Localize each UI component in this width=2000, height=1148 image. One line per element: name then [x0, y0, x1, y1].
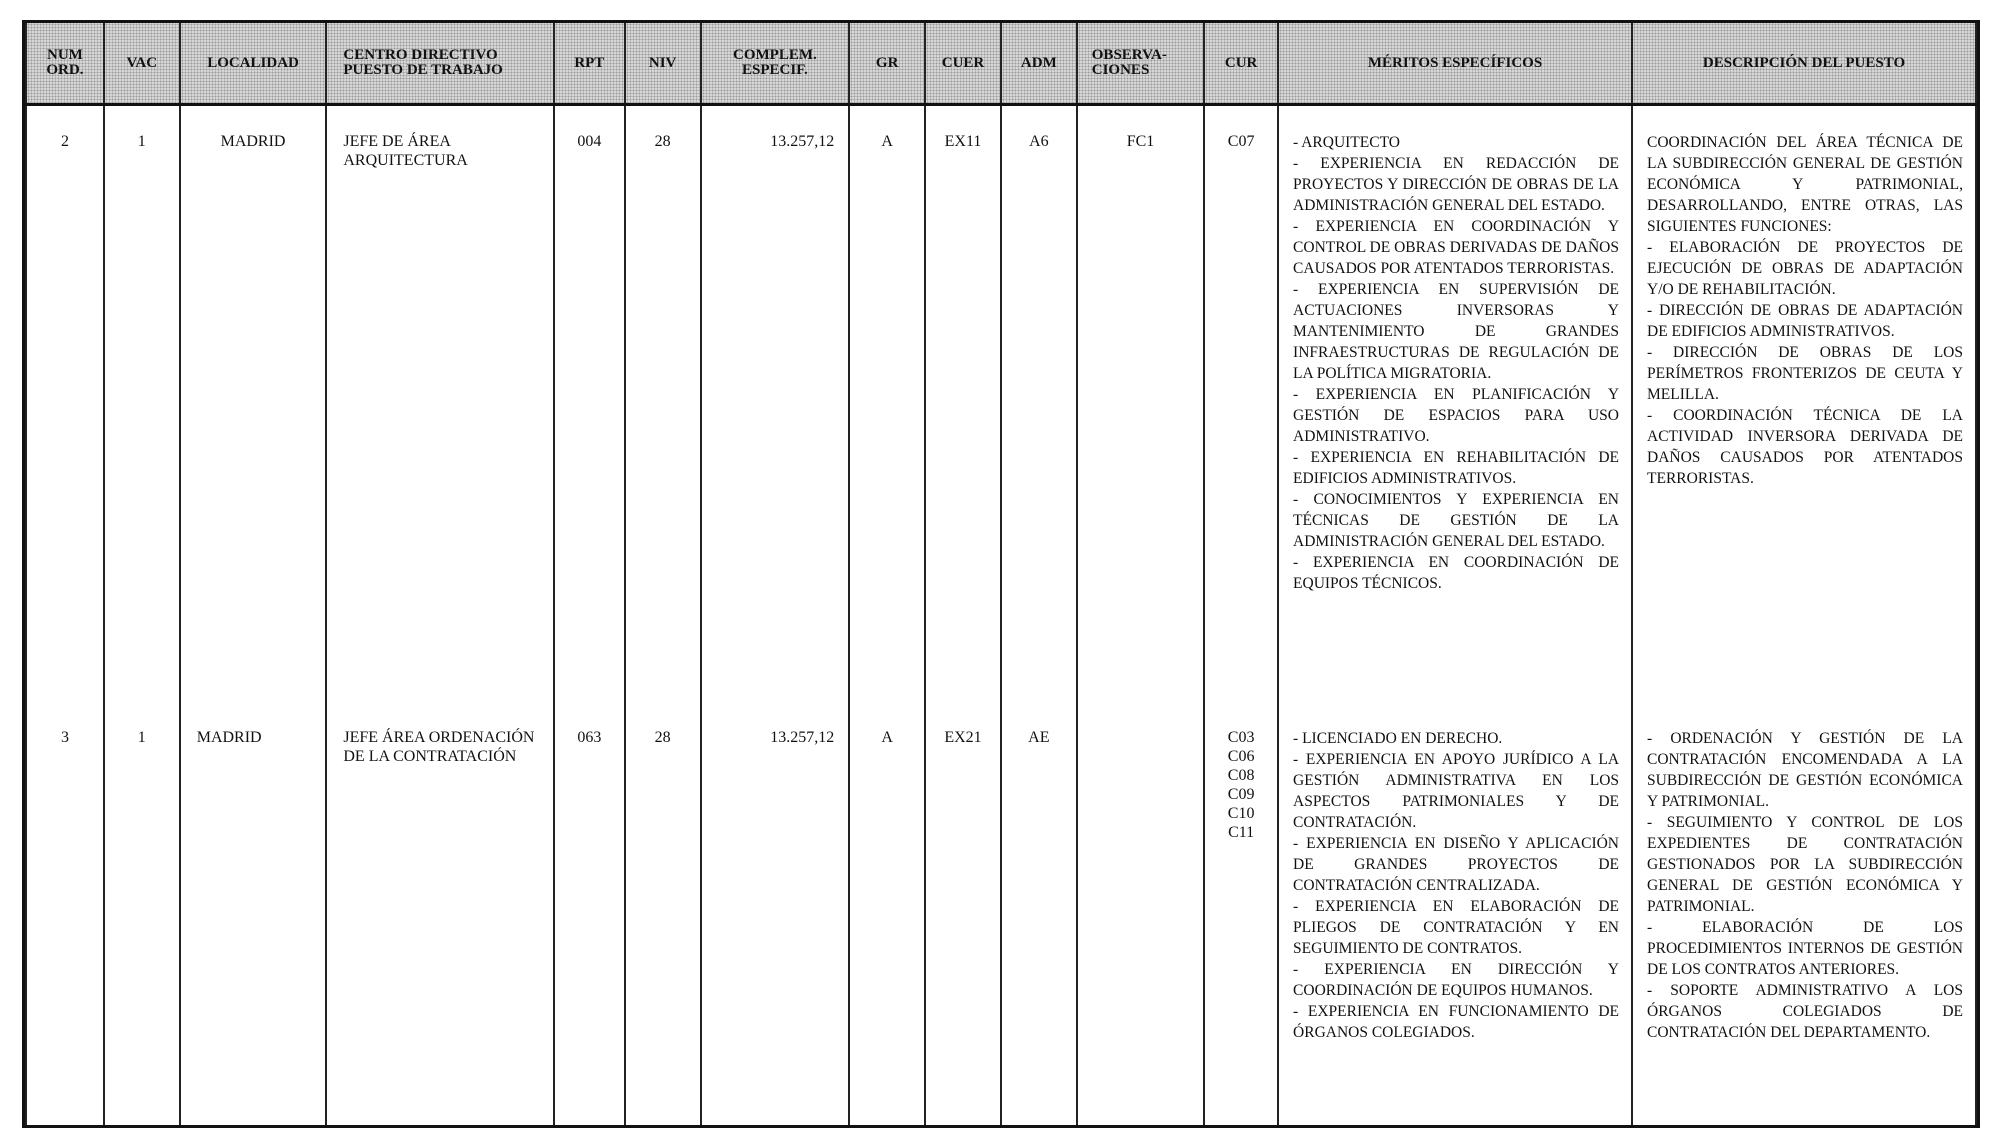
merito-item: - EXPERIENCIA EN COORDINACIÓN Y CONTROL DE OBRAS DERIVADAS DE DAÑOS CAUSADOS POR ATENTADOS TERRORISTAS.	[1293, 218, 1620, 277]
header-meritos: MÉRITOS ESPECÍFICOS	[1278, 23, 1632, 105]
merito-item: - EXPERIENCIA EN DIRECCIÓN Y COORDINACIÓN DE EQUIPOS HUMANOS.	[1293, 961, 1620, 999]
cell-adm: AE	[1001, 722, 1077, 1125]
cell-meritos	[1278, 722, 1632, 1125]
merito-item: - EXPERIENCIA EN APOYO JURÍDICO A LA GESTIÓN ADMINISTRATIVA EN LOS ASPECTOS PATRIMONIALES Y DE CONTRATACIÓN.	[1293, 751, 1620, 831]
cell-cur	[1204, 126, 1278, 722]
cell-localidad: MADRID	[180, 722, 327, 1125]
table-row	[26, 722, 1976, 1125]
cell-rpt: 063	[554, 722, 625, 1125]
header-adm: ADM	[1001, 23, 1077, 105]
header-complem-especif: COMPLEM. ESPECIF.	[701, 23, 850, 105]
cell-cuer: EX11	[925, 126, 1001, 722]
descripcion-item: - ELABORACIÓN DE LOS PROCEDIMIENTOS INTERNOS DE GESTIÓN DE LOS CONTRATOS ANTERIORES.	[1647, 919, 1963, 978]
cell-cur	[1204, 722, 1278, 1125]
header-vac: VAC	[104, 23, 180, 105]
cell-vac: 1	[104, 126, 180, 722]
header-num-ord: NUM ORD.	[26, 23, 104, 105]
cur-code: C06	[1227, 748, 1255, 765]
table-row	[26, 126, 1976, 722]
cell-num-ord: 3	[26, 722, 104, 1125]
cur-code: C08	[1227, 767, 1255, 784]
cell-observaciones: FC1	[1077, 126, 1204, 722]
cell-descripcion	[1632, 126, 1976, 722]
cur-code: C07	[1227, 133, 1255, 150]
merito-item: - EXPERIENCIA EN FUNCIONAMIENTO DE ÓRGANOS COLEGIADOS.	[1293, 1003, 1620, 1041]
descripcion-item: - ELABORACIÓN DE PROYECTOS DE EJECUCIÓN DE OBRAS DE ADAPTACIÓN Y/O DE REHABILITACIÓN.	[1647, 239, 1963, 298]
cell-num-ord: 2	[26, 126, 104, 722]
cell-rpt: 004	[554, 126, 625, 722]
header-cur: CUR	[1204, 23, 1278, 105]
header-localidad: LOCALIDAD	[180, 23, 327, 105]
header-gr: GR	[849, 23, 925, 105]
merito-item: - LICENCIADO EN DERECHO.	[1293, 730, 1503, 747]
descripcion-item: COORDINACIÓN DEL ÁREA TÉCNICA DE LA SUBDIRECCIÓN GENERAL DE GESTIÓN ECONÓMICA Y PATRIMONIAL, DESARROLLANDO, ENTRE OTRAS, LAS SIGUIENTES FUNCIONES:	[1647, 134, 1963, 235]
header-centro-directivo: CENTRO DIRECTIVO PUESTO DE TRABAJO	[326, 23, 554, 105]
descripcion-item: - DIRECCIÓN DE OBRAS DE LOS PERÍMETROS FRONTERIZOS DE CEUTA Y MELILLA.	[1647, 344, 1963, 403]
header-cuer: CUER	[925, 23, 1001, 105]
descripcion-item: - SEGUIMIENTO Y CONTROL DE LOS EXPEDIENTES DE CONTRATACIÓN GESTIONADOS POR LA SUBDIRECCIÓN GENERAL DE GESTIÓN ECONÓMICA Y PATRIMONIAL.	[1647, 814, 1963, 915]
job-positions-table	[25, 23, 1977, 1125]
cell-gr: A	[849, 722, 925, 1125]
cur-code: C10	[1227, 805, 1255, 822]
merito-item: - EXPERIENCIA EN DISEÑO Y APLICACIÓN DE GRANDES PROYECTOS DE CONTRATACIÓN CENTRALIZADA.	[1293, 835, 1620, 894]
cell-niv: 28	[625, 722, 701, 1125]
merito-item: - EXPERIENCIA EN COORDINACIÓN DE EQUIPOS TÉCNICOS.	[1293, 554, 1620, 592]
cell-centro-directivo: JEFE DE ÁREA ARQUITECTURA	[326, 126, 554, 722]
merito-item: - EXPERIENCIA EN ELABORACIÓN DE PLIEGOS DE CONTRATACIÓN Y EN SEGUIMIENTO DE CONTRATOS.	[1293, 898, 1620, 957]
header-row	[26, 23, 1976, 105]
cell-niv: 28	[625, 126, 701, 722]
cur-code: C11	[1228, 824, 1255, 841]
cell-meritos	[1278, 126, 1632, 722]
descripcion-item: - ORDENACIÓN Y GESTIÓN DE LA CONTRATACIÓN ENCOMENDADA A LA SUBDIRECCIÓN DE GESTIÓN ECONÓMICA Y PATRIMONIAL.	[1647, 730, 1963, 810]
cell-adm: A6	[1001, 126, 1077, 722]
cur-code: C09	[1227, 786, 1255, 803]
document-sheet	[22, 20, 1980, 1128]
cell-localidad: MADRID	[180, 126, 327, 722]
cell-observaciones	[1077, 722, 1204, 1125]
descripcion-item: - SOPORTE ADMINISTRATIVO A LOS ÓRGANOS COLEGIADOS DE CONTRATACIÓN DEL DEPARTAMENTO.	[1647, 982, 1963, 1041]
cell-complem-especif: 13.257,12	[701, 126, 850, 722]
header-descripcion: DESCRIPCIÓN DEL PUESTO	[1632, 23, 1976, 105]
merito-item: - EXPERIENCIA EN REDACCIÓN DE PROYECTOS Y DIRECCIÓN DE OBRAS DE LA ADMINISTRACIÓN GENERAL DEL ESTADO.	[1293, 155, 1620, 214]
cell-descripcion	[1632, 722, 1976, 1125]
header-niv: NIV	[625, 23, 701, 105]
descripcion-item: - DIRECCIÓN DE OBRAS DE ADAPTACIÓN DE EDIFICIOS ADMINISTRATIVOS.	[1647, 302, 1963, 340]
merito-item: - CONOCIMIENTOS Y EXPERIENCIA EN TÉCNICAS DE GESTIÓN DE LA ADMINISTRACIÓN GENERAL DEL ESTADO.	[1293, 491, 1620, 550]
merito-item: - ARQUITECTO	[1293, 134, 1400, 151]
cur-code: C03	[1227, 729, 1255, 746]
spacer-row	[26, 105, 1976, 127]
header-observaciones: OBSERVA- CIONES	[1077, 23, 1204, 105]
header-rpt: RPT	[554, 23, 625, 105]
merito-item: - EXPERIENCIA EN PLANIFICACIÓN Y GESTIÓN DE ESPACIOS PARA USO ADMINISTRATIVO.	[1293, 386, 1620, 445]
cell-gr: A	[849, 126, 925, 722]
cell-cuer: EX21	[925, 722, 1001, 1125]
cell-complem-especif: 13.257,12	[701, 722, 850, 1125]
merito-item: - EXPERIENCIA EN REHABILITACIÓN DE EDIFICIOS ADMINISTRATIVOS.	[1293, 449, 1620, 487]
descripcion-item: - COORDINACIÓN TÉCNICA DE LA ACTIVIDAD INVERSORA DERIVADA DE DAÑOS CAUSADOS POR ATENTADOS TERRORISTAS.	[1647, 407, 1963, 487]
cell-vac: 1	[104, 722, 180, 1125]
merito-item: - EXPERIENCIA EN SUPERVISIÓN DE ACTUACIONES INVERSORAS Y MANTENIMIENTO DE GRANDES INFRAESTRUCTURAS DE REGULACIÓN DE LA POLÍTICA MIGRATORIA.	[1293, 281, 1620, 382]
cell-centro-directivo: JEFE ÁREA ORDENACIÓN DE LA CONTRATACIÓN	[326, 722, 554, 1125]
